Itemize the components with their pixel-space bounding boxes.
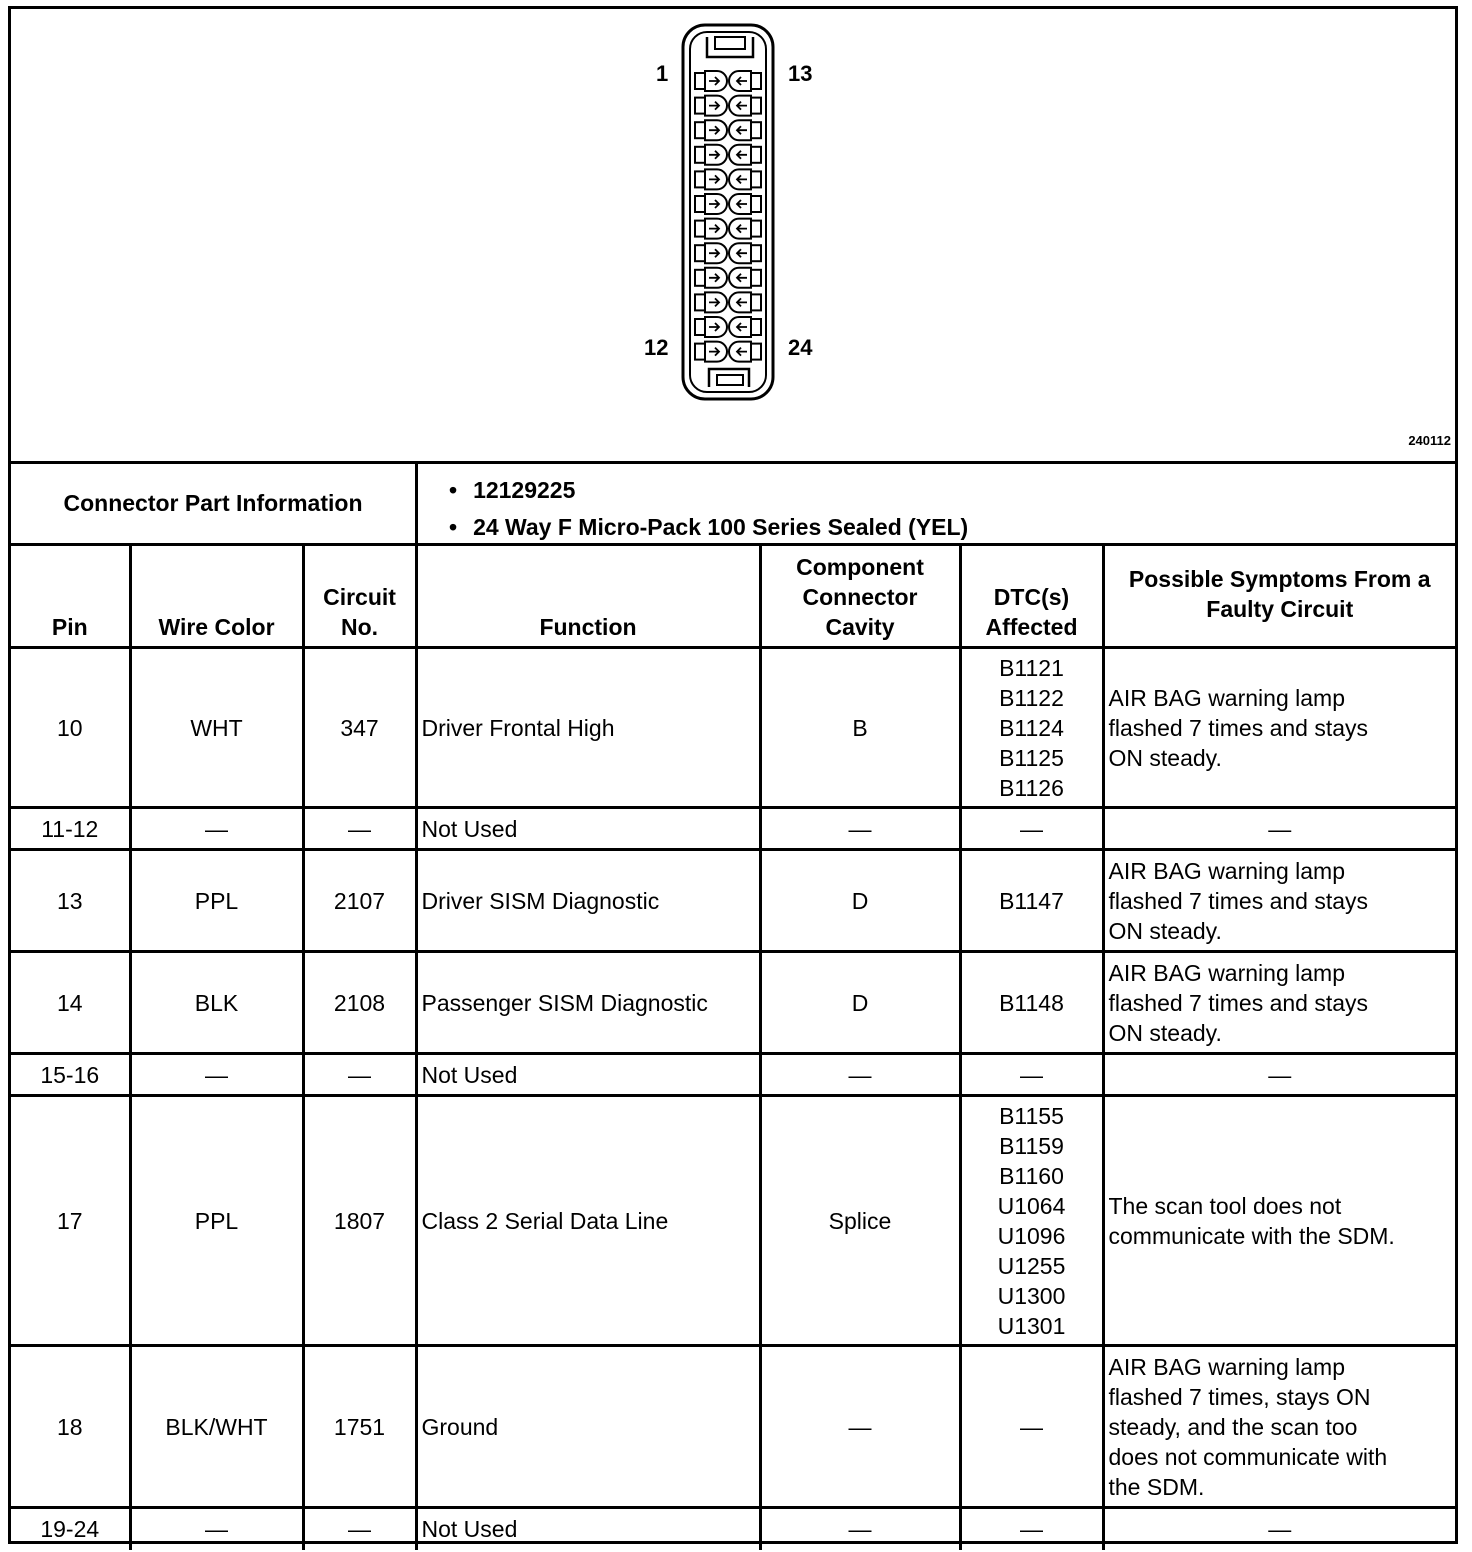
cell-circuit-no: — <box>303 1054 416 1096</box>
cell-dtc <box>960 1508 1103 1550</box>
symptom-line: steady, and the scan too <box>1108 1413 1358 1440</box>
connector-part-information <box>11 464 1455 546</box>
cell-pin: 18 <box>11 1346 130 1508</box>
cell-circuit-no: — <box>303 1508 416 1550</box>
symptom-line: ON steady. <box>1108 917 1222 944</box>
header-symptoms-line-1: Possible Symptoms From a <box>1128 565 1431 592</box>
header-wire-color: Wire Color <box>130 545 303 648</box>
symptom-line: AIR BAG warning lamp <box>1108 959 1345 986</box>
pin-label-13: 13 <box>788 61 813 86</box>
cell-symptoms <box>1103 850 1455 952</box>
cell-function: Ground <box>416 1346 760 1508</box>
symptom-line: — <box>1268 815 1292 842</box>
pin-label-24: 24 <box>788 335 813 360</box>
cell-dtc <box>960 648 1103 808</box>
dtc-code: U1096 <box>997 1222 1066 1249</box>
dtc-code: B1148 <box>999 989 1064 1016</box>
symptom-line: AIR BAG warning lamp <box>1108 684 1345 711</box>
symptom-line: ON steady. <box>1108 1019 1222 1046</box>
header-cavity <box>760 545 960 648</box>
cell-wire-color: PPL <box>130 1096 303 1346</box>
symptom-line: AIR BAG warning lamp <box>1108 1353 1345 1380</box>
cell-function: Class 2 Serial Data Line <box>416 1096 760 1346</box>
cell-cavity: D <box>760 850 960 952</box>
connector-face-drawing <box>11 9 1455 461</box>
cell-function: Driver Frontal High <box>416 648 760 808</box>
cell-wire-color: PPL <box>130 850 303 952</box>
cell-cavity: — <box>760 1508 960 1550</box>
symptom-line: flashed 7 times and stays <box>1108 989 1369 1016</box>
header-pin: Pin <box>11 545 130 648</box>
dtc-code: U1255 <box>997 1252 1066 1279</box>
cell-dtc <box>960 952 1103 1054</box>
dtc-code: B1122 <box>999 684 1064 711</box>
symptom-line: — <box>1268 1061 1292 1088</box>
dtc-code: — <box>1020 1413 1043 1440</box>
cell-wire-color: BLK <box>130 952 303 1054</box>
cell-circuit-no: 1807 <box>303 1096 416 1346</box>
symptom-line: the SDM. <box>1108 1473 1205 1500</box>
symptom-line: flashed 7 times and stays <box>1108 714 1369 741</box>
cell-pin: 14 <box>11 952 130 1054</box>
dtc-code: B1160 <box>999 1162 1064 1189</box>
cell-circuit-no: 2107 <box>303 850 416 952</box>
part-info-label: Connector Part Information <box>11 464 418 543</box>
table-row <box>11 1096 1455 1346</box>
cell-function: Not Used <box>416 1054 760 1096</box>
cell-symptoms <box>1103 808 1455 850</box>
cell-wire-color: — <box>130 1508 303 1550</box>
cell-symptoms <box>1103 1054 1455 1096</box>
dtc-code: — <box>1020 1061 1043 1088</box>
cell-symptoms <box>1103 1508 1455 1550</box>
dtc-code: — <box>1020 1516 1043 1543</box>
dtc-code: B1159 <box>999 1132 1064 1159</box>
symptom-line: flashed 7 times, stays ON <box>1108 1383 1371 1410</box>
symptom-line: AIR BAG warning lamp <box>1108 857 1345 884</box>
cell-wire-color: — <box>130 808 303 850</box>
cell-cavity: Splice <box>760 1096 960 1346</box>
symptom-line: does not communicate with <box>1108 1443 1388 1470</box>
symptom-line: The scan tool does not <box>1108 1192 1342 1219</box>
cell-function: Passenger SISM Diagnostic <box>416 952 760 1054</box>
cell-pin: 13 <box>11 850 130 952</box>
pin-label-12: 12 <box>644 335 669 360</box>
pin-label-1: 1 <box>656 61 669 86</box>
cell-circuit-no: — <box>303 808 416 850</box>
figure-id: 240112 <box>1408 433 1451 448</box>
dtc-code: B1121 <box>999 654 1064 681</box>
cell-symptoms <box>1103 1096 1455 1346</box>
dtc-code: B1124 <box>999 714 1064 741</box>
table-row <box>11 850 1455 952</box>
pin-table-header <box>11 545 1455 648</box>
cell-circuit-no: 1751 <box>303 1346 416 1508</box>
header-cavity-line-2: Connector <box>802 584 918 610</box>
cell-pin: 19-24 <box>11 1508 130 1550</box>
cell-circuit-no: 2108 <box>303 952 416 1054</box>
dtc-code: B1155 <box>999 1102 1064 1129</box>
header-circuit-no <box>303 545 416 648</box>
cell-cavity: — <box>760 1054 960 1096</box>
symptom-line: flashed 7 times and stays <box>1108 887 1369 914</box>
cell-function: Not Used <box>416 808 760 850</box>
part-info-values <box>429 472 968 546</box>
cell-pin: 10 <box>11 648 130 808</box>
connector-sheet <box>8 6 1458 1544</box>
dtc-code: U1301 <box>997 1312 1066 1339</box>
cell-dtc <box>960 850 1103 952</box>
header-symptoms-line-2: Faulty Circuit <box>1206 595 1354 622</box>
part-number: • 12129225 <box>429 472 968 509</box>
symptom-line: communicate with the SDM. <box>1108 1222 1395 1249</box>
cell-function: Driver SISM Diagnostic <box>416 850 760 952</box>
cell-circuit-no: 347 <box>303 648 416 808</box>
header-dtc-line-2: Affected <box>985 614 1078 640</box>
cell-cavity: — <box>760 808 960 850</box>
cell-cavity: B <box>760 648 960 808</box>
cell-cavity: D <box>760 952 960 1054</box>
header-cavity-line-3: Cavity <box>825 614 895 640</box>
header-function: Function <box>416 545 760 648</box>
table-row <box>11 1346 1455 1508</box>
dtc-code: B1126 <box>999 774 1064 801</box>
header-cavity-line-1: Component <box>796 554 924 580</box>
cell-pin: 11-12 <box>11 808 130 850</box>
cell-cavity: — <box>760 1346 960 1508</box>
cell-dtc <box>960 1096 1103 1346</box>
cell-dtc <box>960 1346 1103 1508</box>
cell-dtc <box>960 808 1103 850</box>
dtc-code: — <box>1020 815 1043 842</box>
header-dtc-line-1: DTC(s) <box>993 584 1070 610</box>
cell-wire-color: WHT <box>130 648 303 808</box>
cell-symptoms <box>1103 952 1455 1054</box>
cell-wire-color: — <box>130 1054 303 1096</box>
connector-diagram <box>11 9 1455 464</box>
connector-description: • 24 Way F Micro-Pack 100 Series Sealed (YEL) <box>429 509 968 546</box>
table-row <box>11 808 1455 850</box>
dtc-code: U1300 <box>997 1282 1066 1309</box>
dtc-code: B1147 <box>999 887 1064 914</box>
header-circuit-line-1: Circuit <box>323 584 396 610</box>
header-dtc <box>960 545 1103 648</box>
dtc-code: B1125 <box>999 744 1064 771</box>
table-row <box>11 1054 1455 1096</box>
cell-pin: 15-16 <box>11 1054 130 1096</box>
table-row <box>11 648 1455 808</box>
cell-symptoms <box>1103 648 1455 808</box>
cell-dtc <box>960 1054 1103 1096</box>
symptom-line: ON steady. <box>1108 744 1222 771</box>
dtc-code: U1064 <box>997 1192 1066 1219</box>
pin-table <box>11 545 1455 1550</box>
header-symptoms <box>1103 545 1455 648</box>
table-row <box>11 1508 1455 1550</box>
header-circuit-line-2: No. <box>340 614 379 640</box>
table-row <box>11 952 1455 1054</box>
cell-function: Not Used <box>416 1508 760 1550</box>
symptom-line: — <box>1268 1516 1292 1543</box>
cell-pin: 17 <box>11 1096 130 1346</box>
cell-symptoms <box>1103 1346 1455 1508</box>
cell-wire-color: BLK/WHT <box>130 1346 303 1508</box>
